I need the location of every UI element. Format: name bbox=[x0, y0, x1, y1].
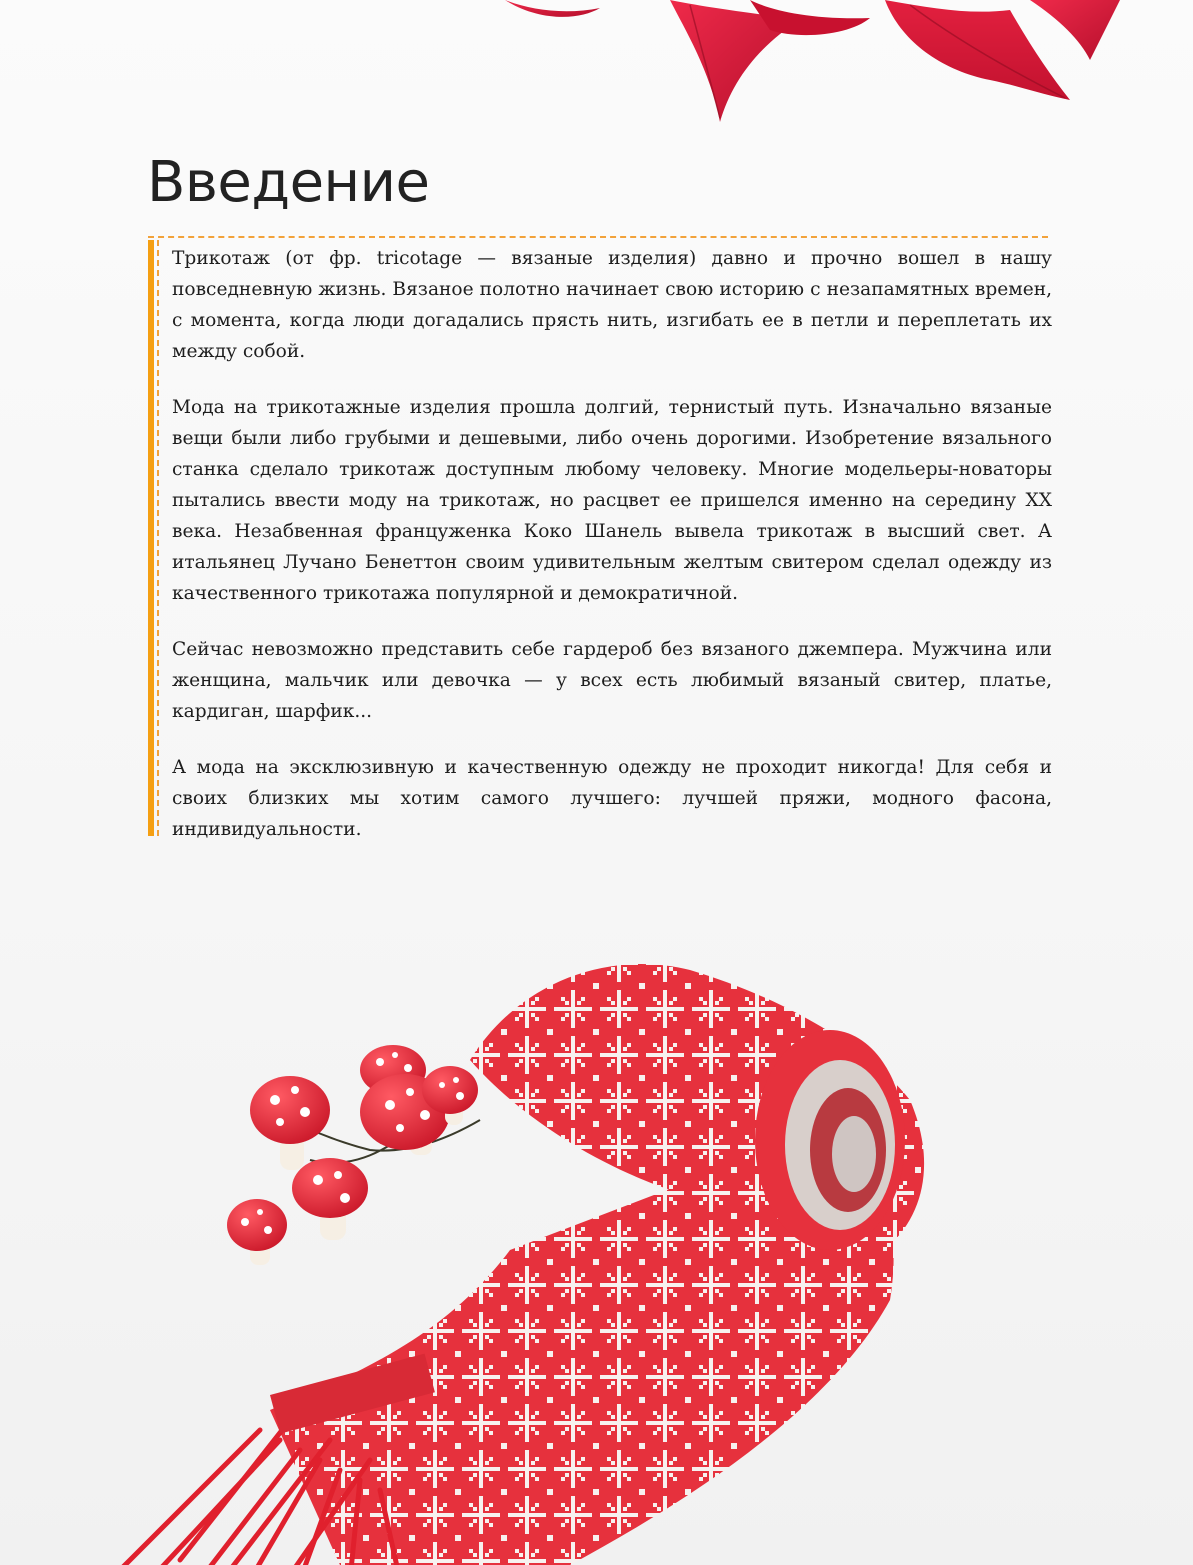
poinsettia-flower-image bbox=[470, 0, 1193, 130]
paragraph: Трикотаж (от фр. tricotage — вязаные изделия) давно и прочно вошел в нашу повседневную жизнь. Вязаное полотно начинает свою историю с незапамятных времен, с момента, когда люди догадались прясть нить, изгибать ее в петли и переплетать их между собой. bbox=[172, 248, 1052, 362]
accent-dashed-line bbox=[157, 240, 159, 836]
title-divider bbox=[148, 236, 1048, 238]
accent-bar bbox=[148, 240, 154, 836]
knitted-scarf-with-mushrooms-image bbox=[90, 940, 1193, 1565]
paragraph: Мода на трикотажные изделия прошла долгий, тернистый путь. Изначально вязаные вещи были либо грубыми и дешевыми, либо очень дорогими. Изобретение вязального станка сделало трикотаж доступным любому человеку. Многие модельеры-новаторы пытались ввести моду на трикотаж, но расцвет ее пришелся именно на середину XX века. Незабвенная француженка Коко Шанель вывела трикотаж в высший свет. А итальянец Лучано Бенеттон своим удивительным желтым свитером сделал одежду из качественного трикотажа популярной и демократичной. bbox=[172, 397, 1052, 604]
paragraph: А мода на эксклюзивную и качественную одежду не проходит никогда! Для себя и своих близких мы хотим самого лучшего: лучшей пряжи, модного фасона, индивидуальности. bbox=[172, 757, 1052, 840]
paragraph: Сейчас невозможно представить себе гардероб без вязаного джемпера. Мужчина или женщина, мальчик или девочка — у всех есть любимый вязаный свитер, платье, кардиган, шарфик... bbox=[172, 639, 1052, 722]
page-title: Введение bbox=[147, 150, 430, 215]
intro-text bbox=[172, 243, 1052, 870]
